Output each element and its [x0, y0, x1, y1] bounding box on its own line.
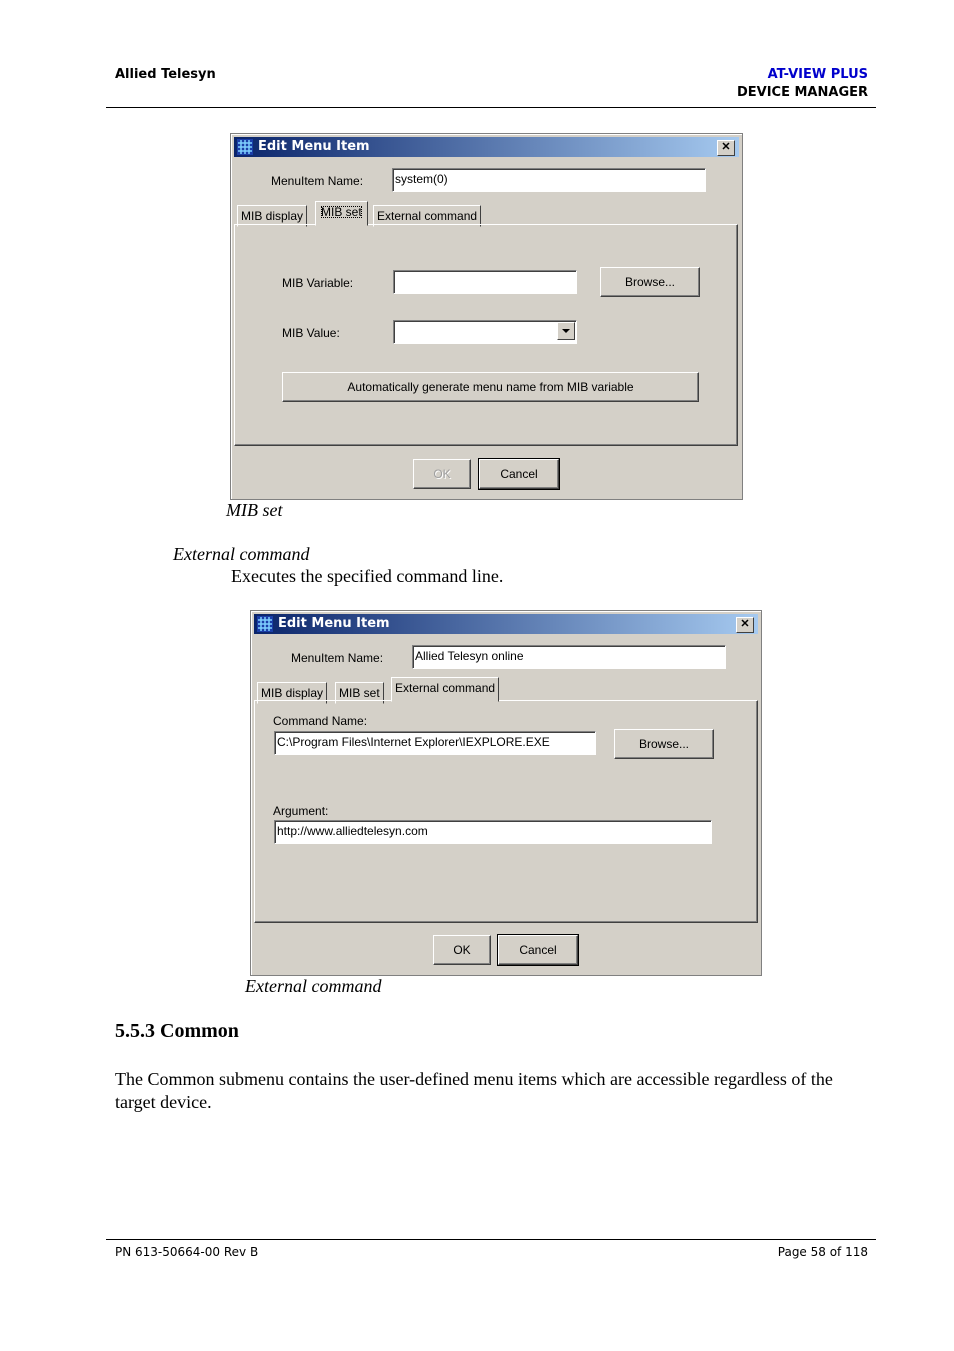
product-subtitle: DEVICE MANAGER [736, 85, 868, 100]
tab-external-command[interactable]: External command [391, 677, 499, 702]
tab-mib-set-label: MIB set [321, 205, 362, 219]
term-description: Executes the specified command line. [231, 566, 504, 586]
browse-button[interactable]: Browse... [614, 729, 714, 759]
tab-mib-display[interactable]: MIB display [237, 205, 307, 227]
dialog-titlebar[interactable] [234, 137, 739, 157]
mib-variable-input[interactable] [393, 270, 577, 294]
cancel-button[interactable]: Cancel [479, 459, 559, 489]
dialog-titlebar[interactable] [254, 614, 758, 634]
edit-menu-item-dialog-mib-set [230, 133, 743, 500]
close-icon[interactable]: ✕ [736, 617, 754, 633]
mib-value-label: MIB Value: [282, 326, 340, 340]
close-icon[interactable]: ✕ [717, 140, 735, 156]
ok-button[interactable]: OK [433, 935, 491, 965]
figure-caption-mib-set: MIB set [226, 500, 283, 520]
footer-part-number: PN 613-50664-00 Rev B [115, 1245, 259, 1259]
argument-input[interactable]: http://www.alliedtelesyn.com [274, 820, 712, 844]
header-rule [106, 107, 876, 108]
tab-mib-set[interactable] [315, 201, 368, 226]
product-name: AT-VIEW PLUS [767, 67, 868, 82]
auto-generate-name-button[interactable]: Automatically generate menu name from MIB variable [282, 372, 699, 402]
company-name: Allied Telesyn [115, 67, 216, 82]
menuitem-name-input[interactable]: system(0) [392, 168, 706, 192]
chevron-down-icon[interactable] [557, 322, 575, 340]
figure-caption-external-command: External command [245, 976, 382, 996]
tab-external-command[interactable]: External command [373, 205, 481, 227]
dialog-title: Edit Menu Item [258, 139, 370, 154]
menuitem-name-label: MenuItem Name: [271, 174, 364, 188]
command-name-input[interactable]: C:\Program Files\Internet Explorer\IEXPLORE.EXE [274, 731, 596, 755]
menuitem-name-label: MenuItem Name: [291, 651, 384, 665]
footer-rule [106, 1239, 876, 1240]
mib-variable-label: MIB Variable: [282, 276, 354, 290]
term-external-command: External command [173, 544, 310, 564]
footer-page-number: Page 58 of 118 [777, 1245, 868, 1259]
tab-mib-set[interactable]: MIB set [335, 682, 384, 704]
grid-app-icon [237, 139, 253, 155]
grid-app-icon [257, 616, 273, 632]
menuitem-name-input[interactable]: Allied Telesyn online [412, 645, 726, 669]
edit-menu-item-dialog-external-command [250, 610, 762, 976]
dialog-title: Edit Menu Item [278, 616, 390, 631]
body-paragraph: The Common submenu contains the user-defined menu items which are accessible regardless of the target device. [115, 1069, 833, 1112]
mib-value-dropdown[interactable] [393, 320, 577, 344]
command-name-label: Command Name: [273, 714, 368, 728]
section-heading: 5.5.3 Common [115, 1020, 239, 1042]
browse-button[interactable]: Browse... [600, 267, 700, 297]
tab-mib-display[interactable]: MIB display [257, 682, 327, 704]
ok-button[interactable]: OK [413, 459, 471, 489]
cancel-button[interactable]: Cancel [498, 935, 578, 965]
argument-label: Argument: [273, 804, 329, 818]
